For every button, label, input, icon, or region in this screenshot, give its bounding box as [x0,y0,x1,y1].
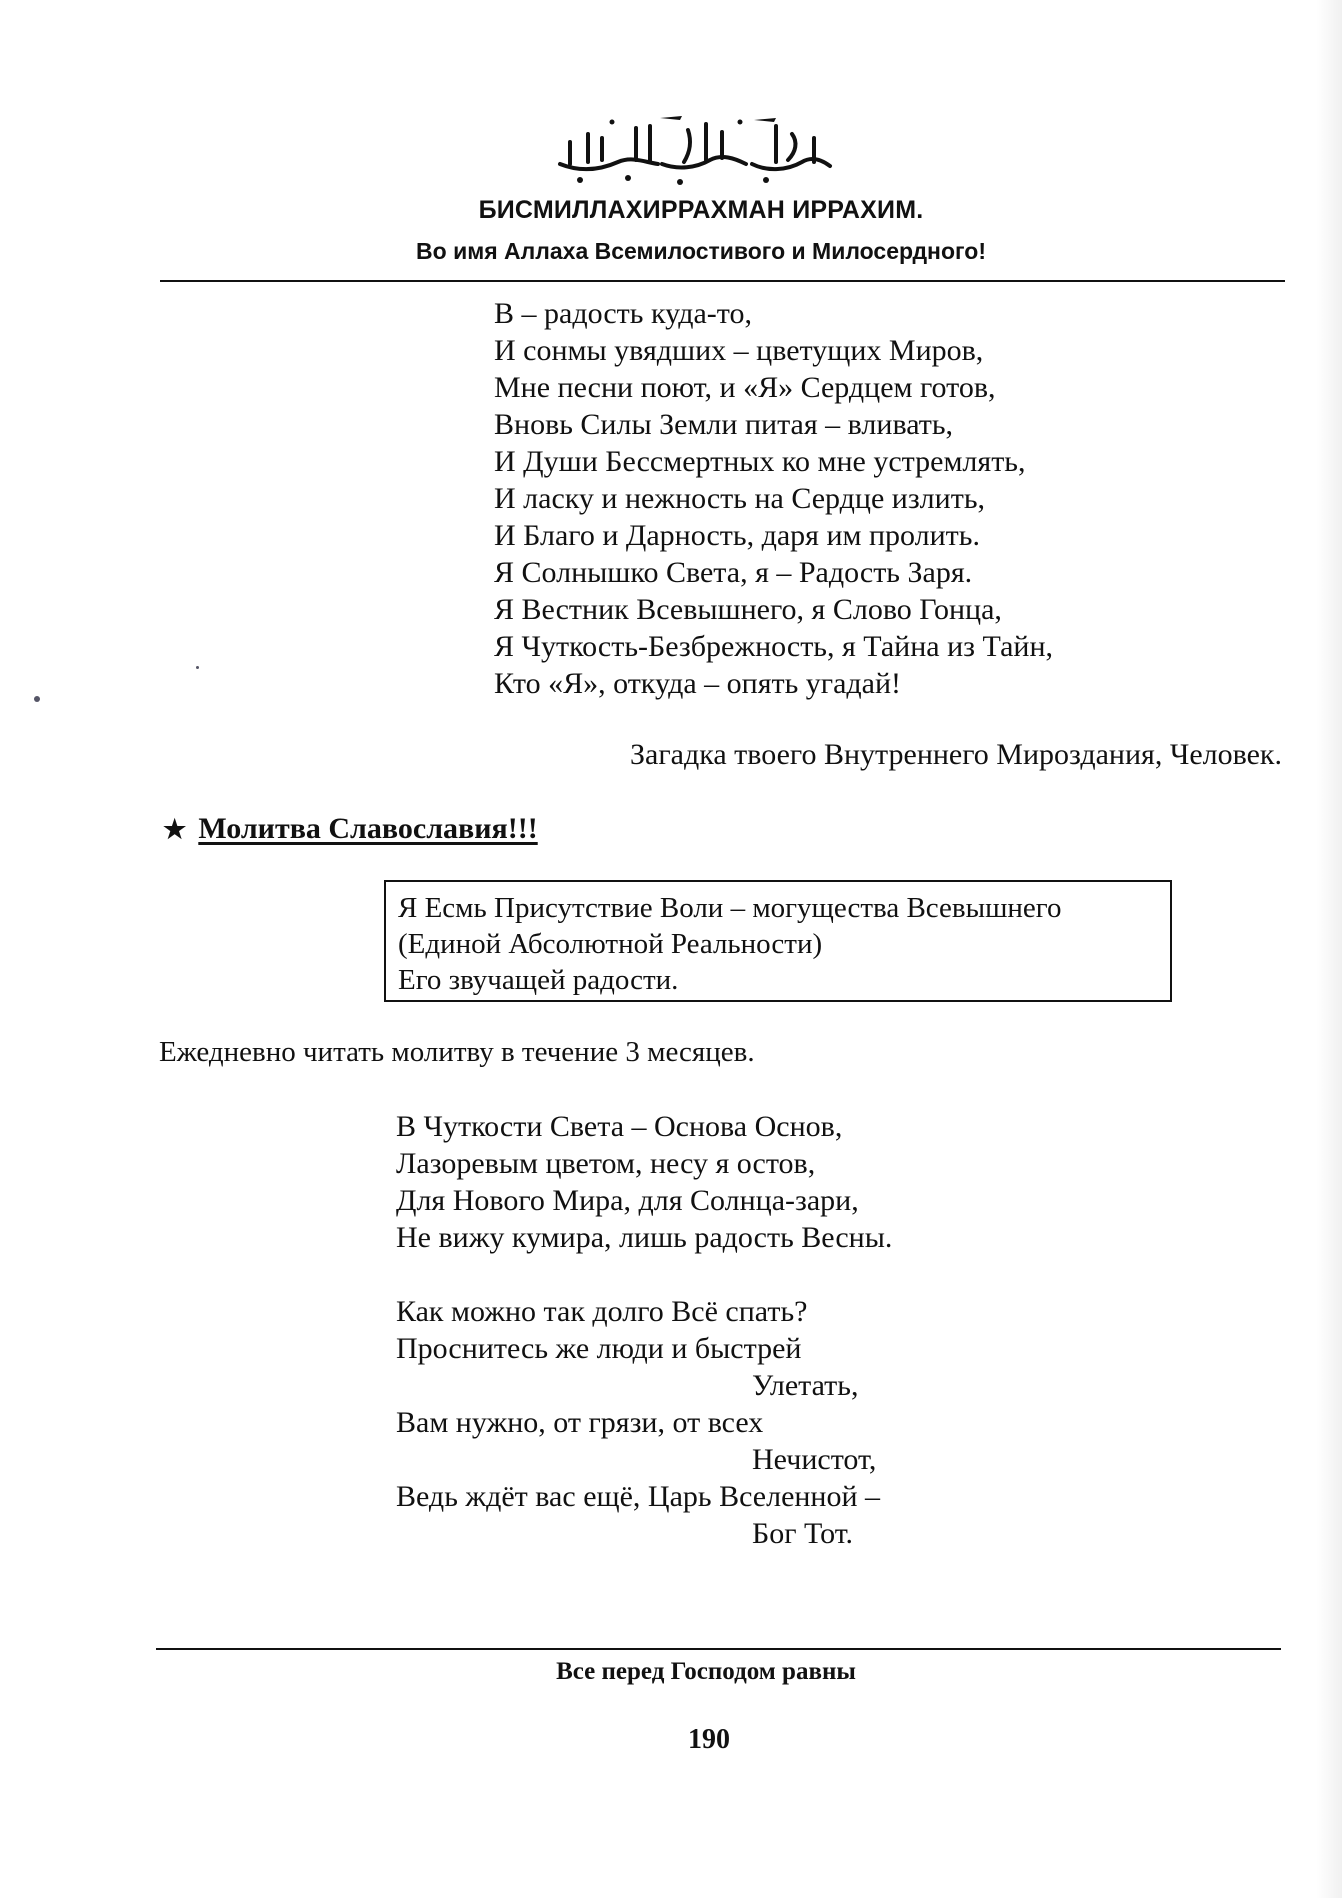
scan-speck [34,696,40,702]
header-subtitle: Во имя Аллаха Всемилостивого и Милосердного! [416,238,986,264]
poem-line: И Души Бессмертных ко мне устремлять, [494,445,1026,478]
poem-line: Нечистот, [752,1443,877,1476]
poem-line: Я Солнышко Света, я – Радость Заря. [494,556,973,589]
poem-line: И ласку и нежность на Сердце излить, [494,482,986,515]
footer-divider [156,1648,1281,1650]
page-number: 190 [688,1724,730,1755]
prayer-box [384,880,1172,1002]
poem-line: Вам нужно, от грязи, от всех [396,1406,764,1439]
poem-line: И Благо и Дарность, даря им пролить. [494,519,980,552]
header-title: БИСМИЛЛАХИРРАХМАН ИРРАХИМ. [478,196,924,224]
poem-line: В – радость куда-то, [494,297,752,330]
poem-line: Ведь ждёт вас ещё, Царь Вселенной – [396,1480,881,1513]
poem-signature: Загадка твоего Внутреннего Мироздания, Человек. [629,738,1282,771]
poem-line: Мне песни поют, и «Я» Сердцем готов, [494,371,996,404]
header-divider [160,280,1285,282]
prayer-instruction: Ежедневно читать молитву в течение 3 месяцев. [159,1036,755,1068]
poem-line: Вновь Силы Земли питая – вливать, [494,408,954,441]
stanza-gap [396,1256,892,1293]
prayer-line: (Единой Абсолютной Реальности) [398,928,823,960]
poem-line: В Чуткости Света – Основа Основ, [396,1110,843,1143]
poem-line: Кто «Я», откуда – опять угадай! [494,667,902,700]
poem-line: Как можно так долго Всё спать? [396,1295,808,1328]
poem-line: Бог Тот. [752,1517,854,1550]
poem-line: Лазоревым цветом, несу я остов, [396,1147,816,1180]
prayer-line: Его звучащей радости. [398,964,679,996]
poem-line: И сонмы увядших – цветущих Миров, [494,334,984,367]
page-edge-shadow [1316,0,1342,1898]
poem-line: Я Вестник Всевышнего, я Слово Гонца, [494,593,1002,626]
poem-first [494,295,1053,702]
bismillah-calligraphy [540,112,840,192]
prayer-heading-title: Молитва Славославия!!! [198,812,538,845]
prayer-line: Я Есмь Присутствие Воли – могущества Всевышнего [398,892,1062,924]
poem-line: Я Чуткость-Безбрежность, я Тайна из Тайн, [494,630,1054,663]
poem-line: Не вижу кумира, лишь радость Весны. [396,1221,893,1254]
footer-motto: Все перед Господом равны [556,1658,856,1685]
scan-speck [196,666,199,669]
poem-line: Проснитесь же люди и быстрей [396,1332,802,1365]
prayer-heading [163,812,538,846]
star-icon: ★ [163,815,187,844]
poem-line: Для Нового Мира, для Солнца-зари, [396,1184,859,1217]
poem-line: Улетать, [752,1369,859,1402]
poem-second [396,1108,892,1552]
